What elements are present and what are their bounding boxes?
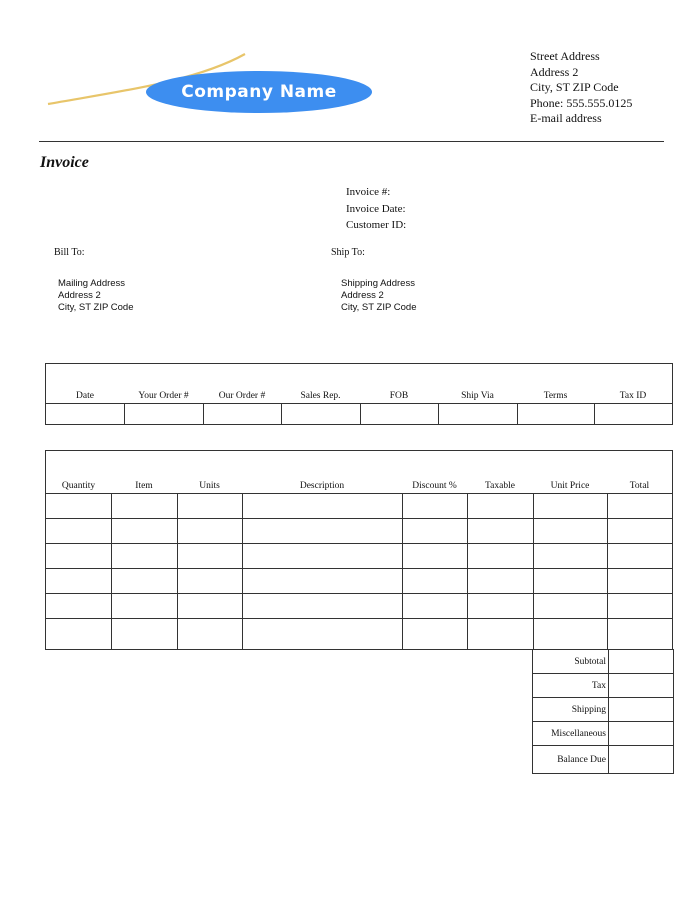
- item-cell[interactable]: [242, 544, 402, 569]
- tax-value[interactable]: [609, 674, 674, 698]
- order-info-box: [45, 363, 673, 425]
- order-cell[interactable]: [594, 404, 672, 426]
- item-cell[interactable]: [533, 494, 607, 519]
- ship-to-label: Ship To:: [331, 247, 365, 258]
- col-header-description: Description: [242, 451, 402, 494]
- item-cell[interactable]: [111, 519, 177, 544]
- subtotal-value[interactable]: [609, 650, 674, 674]
- item-cell[interactable]: [177, 544, 242, 569]
- ship-to-line: City, ST ZIP Code: [341, 302, 417, 313]
- company-logo: [146, 71, 372, 113]
- invoice-meta: [346, 184, 406, 234]
- col-header-your-order: Your Order #: [138, 391, 189, 401]
- item-cell[interactable]: [242, 569, 402, 594]
- col-header-date: Date: [76, 391, 94, 401]
- item-cell[interactable]: [533, 619, 607, 650]
- line-items-box: [45, 450, 673, 650]
- company-email: E-mail address: [530, 111, 602, 125]
- line-items-table: [46, 451, 672, 649]
- header-divider: [39, 141, 664, 142]
- bill-to-line: Mailing Address: [58, 278, 126, 289]
- col-header-unit-price: Unit Price: [533, 451, 607, 494]
- item-cell[interactable]: [46, 494, 111, 519]
- item-cell[interactable]: [111, 494, 177, 519]
- item-cell[interactable]: [177, 519, 242, 544]
- balance-due-label: Balance Due: [533, 746, 609, 774]
- item-cell[interactable]: [607, 544, 672, 569]
- customer-id-label: Customer ID:: [346, 219, 407, 231]
- totals-row: [533, 746, 674, 774]
- invoice-date-label: Invoice Date:: [346, 202, 406, 215]
- col-header-taxable: Taxable: [467, 451, 533, 494]
- item-cell[interactable]: [467, 619, 533, 650]
- order-cell[interactable]: [46, 404, 124, 426]
- item-cell[interactable]: [111, 544, 177, 569]
- item-cell[interactable]: [533, 544, 607, 569]
- item-cell[interactable]: [402, 619, 467, 650]
- item-cell[interactable]: [242, 619, 402, 650]
- col-header-units: Units: [177, 451, 242, 494]
- item-cell[interactable]: [177, 569, 242, 594]
- company-address2: Address 2: [530, 64, 579, 79]
- item-cell[interactable]: [402, 594, 467, 619]
- item-cell[interactable]: [111, 569, 177, 594]
- order-value-row: [46, 404, 672, 426]
- company-phone: Phone: 555.555.0125: [530, 95, 633, 110]
- ship-to-line: Shipping Address: [341, 278, 415, 289]
- shipping-value[interactable]: [609, 698, 674, 722]
- col-header-quantity: Quantity: [46, 451, 111, 494]
- subtotal-label: Subtotal: [533, 650, 609, 674]
- item-cell[interactable]: [402, 519, 467, 544]
- item-cell[interactable]: [402, 544, 467, 569]
- item-cell[interactable]: [46, 594, 111, 619]
- totals-row: [533, 698, 674, 722]
- col-header-sales-rep: Sales Rep.: [300, 391, 341, 401]
- order-header-row: [46, 364, 672, 404]
- line-items-body: [46, 494, 672, 650]
- order-cell[interactable]: [203, 404, 281, 426]
- item-cell[interactable]: [177, 594, 242, 619]
- item-cell[interactable]: [607, 494, 672, 519]
- company-address: [530, 49, 632, 127]
- item-cell[interactable]: [402, 494, 467, 519]
- shipping-label: Shipping: [533, 698, 609, 722]
- item-cell[interactable]: [467, 569, 533, 594]
- item-cell[interactable]: [177, 619, 242, 650]
- company-city: City, ST ZIP Code: [530, 80, 619, 94]
- item-cell[interactable]: [46, 569, 111, 594]
- invoice-number-label: Invoice #:: [346, 186, 391, 198]
- item-cell[interactable]: [533, 519, 607, 544]
- col-header-our-order: Our Order #: [218, 391, 266, 401]
- totals-row: [533, 722, 674, 746]
- item-cell[interactable]: [533, 594, 607, 619]
- table-row: [46, 594, 672, 619]
- item-cell[interactable]: [46, 619, 111, 650]
- item-cell[interactable]: [242, 594, 402, 619]
- tax-label: Tax: [533, 674, 609, 698]
- col-header-item: Item: [111, 451, 177, 494]
- item-cell[interactable]: [46, 519, 111, 544]
- balance-due-value[interactable]: [609, 746, 674, 774]
- items-header-row: [46, 451, 672, 494]
- miscellaneous-label: Miscellaneous: [533, 722, 609, 746]
- order-cell[interactable]: [517, 404, 594, 426]
- item-cell[interactable]: [467, 594, 533, 619]
- table-row: [46, 544, 672, 569]
- col-header-ship-via: Ship Via: [461, 391, 494, 401]
- item-cell[interactable]: [467, 494, 533, 519]
- company-name: Company Name: [181, 82, 337, 102]
- ship-to-address: [341, 278, 417, 314]
- totals-table: [532, 649, 674, 774]
- table-row: [46, 619, 672, 650]
- bill-to-line: City, ST ZIP Code: [58, 302, 134, 313]
- item-cell[interactable]: [607, 594, 672, 619]
- item-cell[interactable]: [467, 544, 533, 569]
- col-header-fob: FOB: [389, 391, 409, 401]
- item-cell[interactable]: [242, 494, 402, 519]
- order-cell[interactable]: [360, 404, 438, 426]
- bill-to-line: Address 2: [58, 290, 101, 301]
- ship-to-line: Address 2: [341, 290, 384, 301]
- item-cell[interactable]: [402, 569, 467, 594]
- col-header-tax-id: Tax ID: [619, 391, 647, 401]
- bill-to-label: Bill To:: [54, 247, 85, 258]
- table-row: [46, 519, 672, 544]
- item-cell[interactable]: [607, 569, 672, 594]
- document-title: Invoice: [40, 154, 89, 171]
- totals-row: [533, 674, 674, 698]
- miscellaneous-value[interactable]: [609, 722, 674, 746]
- table-row: [46, 494, 672, 519]
- item-cell[interactable]: [533, 569, 607, 594]
- table-row: [46, 569, 672, 594]
- item-cell[interactable]: [111, 619, 177, 650]
- item-cell[interactable]: [177, 494, 242, 519]
- order-cell[interactable]: [124, 404, 203, 426]
- item-cell[interactable]: [467, 519, 533, 544]
- order-cell[interactable]: [281, 404, 360, 426]
- item-cell[interactable]: [46, 544, 111, 569]
- col-header-discount: Discount %: [402, 451, 467, 494]
- totals-row: [533, 650, 674, 674]
- bill-to-address: [58, 278, 134, 314]
- order-info-table: [46, 364, 672, 425]
- order-cell[interactable]: [438, 404, 517, 426]
- col-header-total: Total: [607, 451, 672, 494]
- item-cell[interactable]: [607, 619, 672, 650]
- col-header-terms: Terms: [543, 391, 568, 401]
- company-street: Street Address: [530, 49, 600, 63]
- item-cell[interactable]: [242, 519, 402, 544]
- item-cell[interactable]: [111, 594, 177, 619]
- item-cell[interactable]: [607, 519, 672, 544]
